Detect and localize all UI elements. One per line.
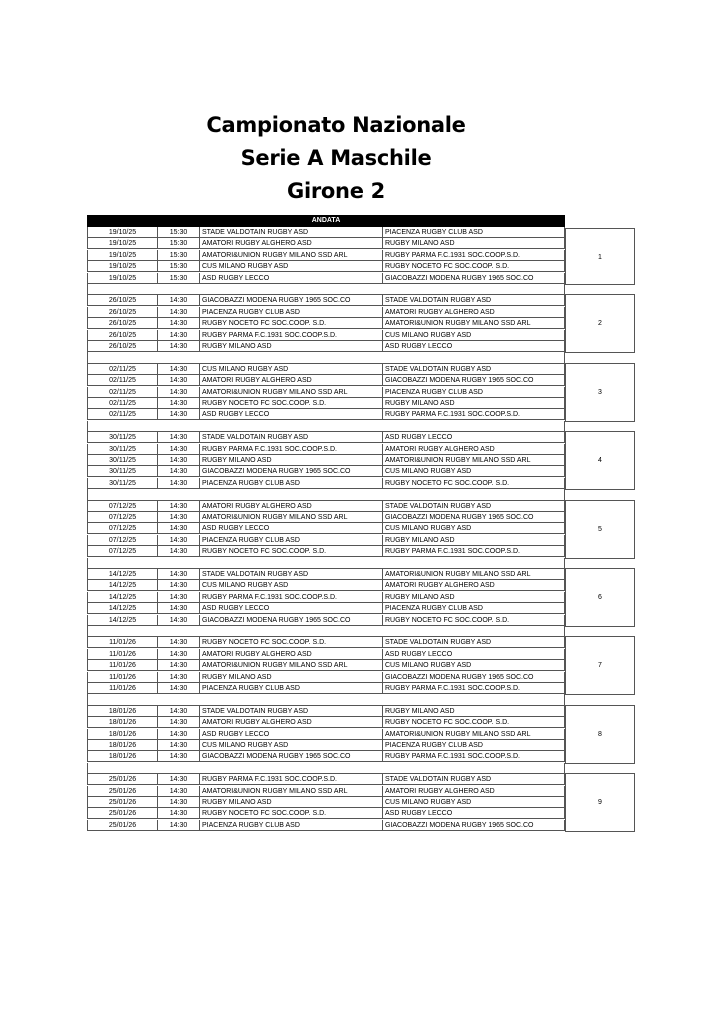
away-team: RUGBY PARMA F.C.1931 SOC.COOP.S.D. — [382, 683, 565, 694]
match-date: 11/01/26 — [87, 637, 157, 648]
home-team: RUGBY MILANO ASD — [199, 797, 382, 808]
away-team: STADE VALDOTAIN RUGBY ASD — [382, 774, 565, 785]
round-number: 7 — [565, 636, 635, 695]
away-team: CUS MILANO RUGBY ASD — [382, 523, 565, 534]
spacer-row — [87, 489, 565, 500]
match-time: 15:30 — [157, 238, 199, 249]
away-team: AMATORI&UNION RUGBY MILANO SSD ARL — [382, 318, 565, 329]
table-row — [87, 774, 565, 785]
away-team: GIACOBAZZI MODENA RUGBY 1965 SOC.CO — [382, 273, 565, 284]
match-time: 14:30 — [157, 580, 199, 591]
match-time: 14:30 — [157, 375, 199, 386]
round-number: 1 — [565, 228, 635, 285]
home-team: AMATORI&UNION RUGBY MILANO SSD ARL — [199, 512, 382, 523]
home-team: GIACOBAZZI MODENA RUGBY 1965 SOC.CO — [199, 615, 382, 626]
home-team: ASD RUGBY LECCO — [199, 409, 382, 420]
spacer-row — [87, 694, 565, 705]
match-time: 14:30 — [157, 364, 199, 375]
group-title: Girone 2 — [287, 179, 385, 203]
match-time: 14:30 — [157, 330, 199, 341]
away-team: RUGBY NOCETO FC SOC.COOP. S.D. — [382, 717, 565, 728]
match-time: 14:30 — [157, 432, 199, 443]
match-time: 14:30 — [157, 706, 199, 717]
home-team: RUGBY MILANO ASD — [199, 455, 382, 466]
spacer-row — [87, 558, 565, 569]
away-team: RUGBY PARMA F.C.1931 SOC.COOP.S.D. — [382, 751, 565, 762]
table-row — [87, 444, 565, 455]
match-time: 14:30 — [157, 444, 199, 455]
home-team: PIACENZA RUGBY CLUB ASD — [199, 535, 382, 546]
home-team: RUGBY NOCETO FC SOC.COOP. S.D. — [199, 398, 382, 409]
home-team: PIACENZA RUGBY CLUB ASD — [199, 820, 382, 831]
table-row — [87, 740, 565, 751]
spacer-row — [87, 284, 565, 295]
match-time: 14:30 — [157, 478, 199, 489]
home-team: GIACOBAZZI MODENA RUGBY 1965 SOC.CO — [199, 295, 382, 306]
away-team: AMATORI RUGBY ALGHERO ASD — [382, 580, 565, 591]
away-team: STADE VALDOTAIN RUGBY ASD — [382, 364, 565, 375]
table-row — [87, 535, 565, 546]
away-team: CUS MILANO RUGBY ASD — [382, 466, 565, 477]
match-date: 18/01/26 — [87, 751, 157, 762]
match-time: 14:30 — [157, 729, 199, 740]
match-time: 14:30 — [157, 751, 199, 762]
home-team: GIACOBAZZI MODENA RUGBY 1965 SOC.CO — [199, 751, 382, 762]
match-date: 02/11/25 — [87, 364, 157, 375]
match-date: 02/11/25 — [87, 375, 157, 386]
table-row — [87, 364, 565, 375]
match-date: 11/01/26 — [87, 672, 157, 683]
match-date: 30/11/25 — [87, 455, 157, 466]
match-time: 14:30 — [157, 649, 199, 660]
away-team: RUGBY MILANO ASD — [382, 592, 565, 603]
home-team: RUGBY PARMA F.C.1931 SOC.COOP.S.D. — [199, 330, 382, 341]
home-team: STADE VALDOTAIN RUGBY ASD — [199, 569, 382, 580]
match-date: 02/11/25 — [87, 409, 157, 420]
table-row — [87, 398, 565, 409]
away-team: RUGBY PARMA F.C.1931 SOC.COOP.S.D. — [382, 250, 565, 261]
table-row — [87, 341, 565, 352]
home-team: RUGBY PARMA F.C.1931 SOC.COOP.S.D. — [199, 774, 382, 785]
match-time: 14:30 — [157, 341, 199, 352]
away-team: GIACOBAZZI MODENA RUGBY 1965 SOC.CO — [382, 820, 565, 831]
table-row — [87, 261, 565, 272]
match-date: 19/10/25 — [87, 273, 157, 284]
home-team: STADE VALDOTAIN RUGBY ASD — [199, 432, 382, 443]
match-time: 14:30 — [157, 592, 199, 603]
away-team: CUS MILANO RUGBY ASD — [382, 330, 565, 341]
home-team: RUGBY NOCETO FC SOC.COOP. S.D. — [199, 808, 382, 819]
match-date: 18/01/26 — [87, 706, 157, 717]
home-team: RUGBY MILANO ASD — [199, 672, 382, 683]
away-team: RUGBY PARMA F.C.1931 SOC.COOP.S.D. — [382, 409, 565, 420]
table-row — [87, 717, 565, 728]
away-team: AMATORI&UNION RUGBY MILANO SSD ARL — [382, 569, 565, 580]
match-time: 14:30 — [157, 683, 199, 694]
away-team: GIACOBAZZI MODENA RUGBY 1965 SOC.CO — [382, 512, 565, 523]
table-row — [87, 706, 565, 717]
match-date: 26/10/25 — [87, 330, 157, 341]
table-row — [87, 649, 565, 660]
match-time: 15:30 — [157, 273, 199, 284]
away-team: GIACOBAZZI MODENA RUGBY 1965 SOC.CO — [382, 375, 565, 386]
match-date: 07/12/25 — [87, 535, 157, 546]
round-number: 6 — [565, 568, 635, 627]
home-team: CUS MILANO RUGBY ASD — [199, 580, 382, 591]
match-time: 14:30 — [157, 535, 199, 546]
match-date: 25/01/26 — [87, 786, 157, 797]
away-team: RUGBY MILANO ASD — [382, 238, 565, 249]
match-time: 14:30 — [157, 398, 199, 409]
table-row — [87, 478, 565, 489]
match-date: 07/12/25 — [87, 546, 157, 557]
table-row — [87, 387, 565, 398]
spacer-row — [87, 626, 565, 637]
match-time: 14:30 — [157, 569, 199, 580]
table-row — [87, 455, 565, 466]
round-number: 9 — [565, 773, 635, 832]
round-number: 8 — [565, 705, 635, 764]
match-date: 11/01/26 — [87, 683, 157, 694]
match-date: 07/12/25 — [87, 523, 157, 534]
away-team: PIACENZA RUGBY CLUB ASD — [382, 603, 565, 614]
match-date: 19/10/25 — [87, 261, 157, 272]
match-date: 26/10/25 — [87, 318, 157, 329]
table-row — [87, 523, 565, 534]
table-row — [87, 307, 565, 318]
match-date: 11/01/26 — [87, 649, 157, 660]
section-header-andata: ANDATA — [87, 215, 565, 227]
match-time: 14:30 — [157, 523, 199, 534]
home-team: ASD RUGBY LECCO — [199, 729, 382, 740]
home-team: CUS MILANO RUGBY ASD — [199, 364, 382, 375]
away-team: ASD RUGBY LECCO — [382, 432, 565, 443]
home-team: RUGBY MILANO ASD — [199, 341, 382, 352]
away-team: PIACENZA RUGBY CLUB ASD — [382, 227, 565, 238]
match-time: 14:30 — [157, 820, 199, 831]
round-number: 4 — [565, 431, 635, 490]
home-team: RUGBY NOCETO FC SOC.COOP. S.D. — [199, 637, 382, 648]
match-date: 14/12/25 — [87, 569, 157, 580]
home-team: AMATORI&UNION RUGBY MILANO SSD ARL — [199, 660, 382, 671]
match-date: 02/11/25 — [87, 387, 157, 398]
away-team: RUGBY NOCETO FC SOC.COOP. S.D. — [382, 478, 565, 489]
match-date: 30/11/25 — [87, 466, 157, 477]
home-team: PIACENZA RUGBY CLUB ASD — [199, 478, 382, 489]
away-team: AMATORI&UNION RUGBY MILANO SSD ARL — [382, 729, 565, 740]
page-title: Campionato Nazionale — [206, 113, 466, 137]
home-team: AMATORI RUGBY ALGHERO ASD — [199, 238, 382, 249]
match-time: 14:30 — [157, 717, 199, 728]
table-row — [87, 603, 565, 614]
table-row — [87, 797, 565, 808]
away-team: RUGBY PARMA F.C.1931 SOC.COOP.S.D. — [382, 546, 565, 557]
table-row — [87, 318, 565, 329]
away-team: AMATORI&UNION RUGBY MILANO SSD ARL — [382, 455, 565, 466]
table-row — [87, 227, 565, 238]
match-time: 14:30 — [157, 387, 199, 398]
match-time: 14:30 — [157, 774, 199, 785]
match-date: 11/01/26 — [87, 660, 157, 671]
match-time: 14:30 — [157, 409, 199, 420]
match-time: 14:30 — [157, 808, 199, 819]
table-row — [87, 250, 565, 261]
match-date: 25/01/26 — [87, 797, 157, 808]
match-time: 14:30 — [157, 501, 199, 512]
spacer-row — [87, 421, 565, 432]
table-row — [87, 660, 565, 671]
home-team: STADE VALDOTAIN RUGBY ASD — [199, 227, 382, 238]
spacer-row — [87, 352, 565, 363]
match-date: 14/12/25 — [87, 592, 157, 603]
home-team: AMATORI RUGBY ALGHERO ASD — [199, 649, 382, 660]
round-number: 2 — [565, 294, 635, 353]
home-team: ASD RUGBY LECCO — [199, 603, 382, 614]
table-row — [87, 238, 565, 249]
home-team: STADE VALDOTAIN RUGBY ASD — [199, 706, 382, 717]
match-date: 18/01/26 — [87, 729, 157, 740]
match-time: 15:30 — [157, 250, 199, 261]
away-team: PIACENZA RUGBY CLUB ASD — [382, 387, 565, 398]
match-date: 07/12/25 — [87, 512, 157, 523]
table-row — [87, 569, 565, 580]
home-team: AMATORI RUGBY ALGHERO ASD — [199, 717, 382, 728]
away-team: ASD RUGBY LECCO — [382, 808, 565, 819]
table-row — [87, 501, 565, 512]
match-date: 25/01/26 — [87, 820, 157, 831]
match-time: 14:30 — [157, 797, 199, 808]
table-row — [87, 580, 565, 591]
round-number: 3 — [565, 363, 635, 422]
table-row — [87, 637, 565, 648]
away-team: RUGBY NOCETO FC SOC.COOP. S.D. — [382, 261, 565, 272]
table-row — [87, 330, 565, 341]
away-team: AMATORI RUGBY ALGHERO ASD — [382, 307, 565, 318]
match-time: 14:30 — [157, 637, 199, 648]
away-team: STADE VALDOTAIN RUGBY ASD — [382, 637, 565, 648]
home-team: AMATORI&UNION RUGBY MILANO SSD ARL — [199, 387, 382, 398]
match-time: 15:30 — [157, 261, 199, 272]
match-date: 26/10/25 — [87, 341, 157, 352]
away-team: AMATORI RUGBY ALGHERO ASD — [382, 786, 565, 797]
table-row — [87, 295, 565, 306]
round-number: 5 — [565, 500, 635, 559]
home-team: AMATORI RUGBY ALGHERO ASD — [199, 375, 382, 386]
away-team: STADE VALDOTAIN RUGBY ASD — [382, 295, 565, 306]
table-row — [87, 273, 565, 284]
match-time: 14:30 — [157, 672, 199, 683]
table-row — [87, 546, 565, 557]
match-date: 14/12/25 — [87, 580, 157, 591]
table-row — [87, 615, 565, 626]
match-time: 14:30 — [157, 455, 199, 466]
home-team: GIACOBAZZI MODENA RUGBY 1965 SOC.CO — [199, 466, 382, 477]
table-row — [87, 683, 565, 694]
away-team: STADE VALDOTAIN RUGBY ASD — [382, 501, 565, 512]
away-team: ASD RUGBY LECCO — [382, 649, 565, 660]
home-team: ASD RUGBY LECCO — [199, 273, 382, 284]
table-row — [87, 786, 565, 797]
home-team: AMATORI&UNION RUGBY MILANO SSD ARL — [199, 786, 382, 797]
away-team: RUGBY MILANO ASD — [382, 535, 565, 546]
table-row — [87, 820, 565, 831]
home-team: AMATORI RUGBY ALGHERO ASD — [199, 501, 382, 512]
home-team: PIACENZA RUGBY CLUB ASD — [199, 307, 382, 318]
away-team: RUGBY MILANO ASD — [382, 706, 565, 717]
match-time: 14:30 — [157, 318, 199, 329]
table-row — [87, 409, 565, 420]
match-date: 18/01/26 — [87, 717, 157, 728]
away-team: CUS MILANO RUGBY ASD — [382, 797, 565, 808]
spacer-row — [87, 763, 565, 774]
match-time: 14:30 — [157, 660, 199, 671]
home-team: PIACENZA RUGBY CLUB ASD — [199, 683, 382, 694]
away-team: GIACOBAZZI MODENA RUGBY 1965 SOC.CO — [382, 672, 565, 683]
table-row — [87, 512, 565, 523]
match-date: 19/10/25 — [87, 227, 157, 238]
table-row — [87, 375, 565, 386]
match-date: 25/01/26 — [87, 808, 157, 819]
table-row — [87, 808, 565, 819]
table-row — [87, 672, 565, 683]
match-date: 19/10/25 — [87, 250, 157, 261]
match-date: 02/11/25 — [87, 398, 157, 409]
home-team: RUGBY PARMA F.C.1931 SOC.COOP.S.D. — [199, 592, 382, 603]
home-team: RUGBY NOCETO FC SOC.COOP. S.D. — [199, 546, 382, 557]
match-date: 30/11/25 — [87, 432, 157, 443]
match-date: 26/10/25 — [87, 295, 157, 306]
match-date: 19/10/25 — [87, 238, 157, 249]
home-team: AMATORI&UNION RUGBY MILANO SSD ARL — [199, 250, 382, 261]
away-team: RUGBY NOCETO FC SOC.COOP. S.D. — [382, 615, 565, 626]
home-team: RUGBY NOCETO FC SOC.COOP. S.D. — [199, 318, 382, 329]
home-team: CUS MILANO RUGBY ASD — [199, 261, 382, 272]
match-time: 14:30 — [157, 603, 199, 614]
away-team: CUS MILANO RUGBY ASD — [382, 660, 565, 671]
match-date: 18/01/26 — [87, 740, 157, 751]
match-time: 14:30 — [157, 546, 199, 557]
match-time: 14:30 — [157, 295, 199, 306]
home-team: RUGBY PARMA F.C.1931 SOC.COOP.S.D. — [199, 444, 382, 455]
table-row — [87, 729, 565, 740]
match-time: 14:30 — [157, 307, 199, 318]
table-row — [87, 466, 565, 477]
match-time: 14:30 — [157, 466, 199, 477]
table-row — [87, 432, 565, 443]
page-subtitle: Serie A Maschile — [240, 146, 432, 170]
away-team: ASD RUGBY LECCO — [382, 341, 565, 352]
match-date: 30/11/25 — [87, 444, 157, 455]
match-date: 25/01/26 — [87, 774, 157, 785]
table-row — [87, 592, 565, 603]
match-date: 30/11/25 — [87, 478, 157, 489]
table-row — [87, 751, 565, 762]
match-time: 14:30 — [157, 512, 199, 523]
match-date: 14/12/25 — [87, 603, 157, 614]
match-date: 07/12/25 — [87, 501, 157, 512]
match-time: 14:30 — [157, 786, 199, 797]
match-time: 14:30 — [157, 740, 199, 751]
away-team: RUGBY MILANO ASD — [382, 398, 565, 409]
home-team: CUS MILANO RUGBY ASD — [199, 740, 382, 751]
match-date: 26/10/25 — [87, 307, 157, 318]
match-date: 14/12/25 — [87, 615, 157, 626]
home-team: ASD RUGBY LECCO — [199, 523, 382, 534]
match-time: 15:30 — [157, 227, 199, 238]
away-team: PIACENZA RUGBY CLUB ASD — [382, 740, 565, 751]
match-time: 14:30 — [157, 615, 199, 626]
away-team: AMATORI RUGBY ALGHERO ASD — [382, 444, 565, 455]
